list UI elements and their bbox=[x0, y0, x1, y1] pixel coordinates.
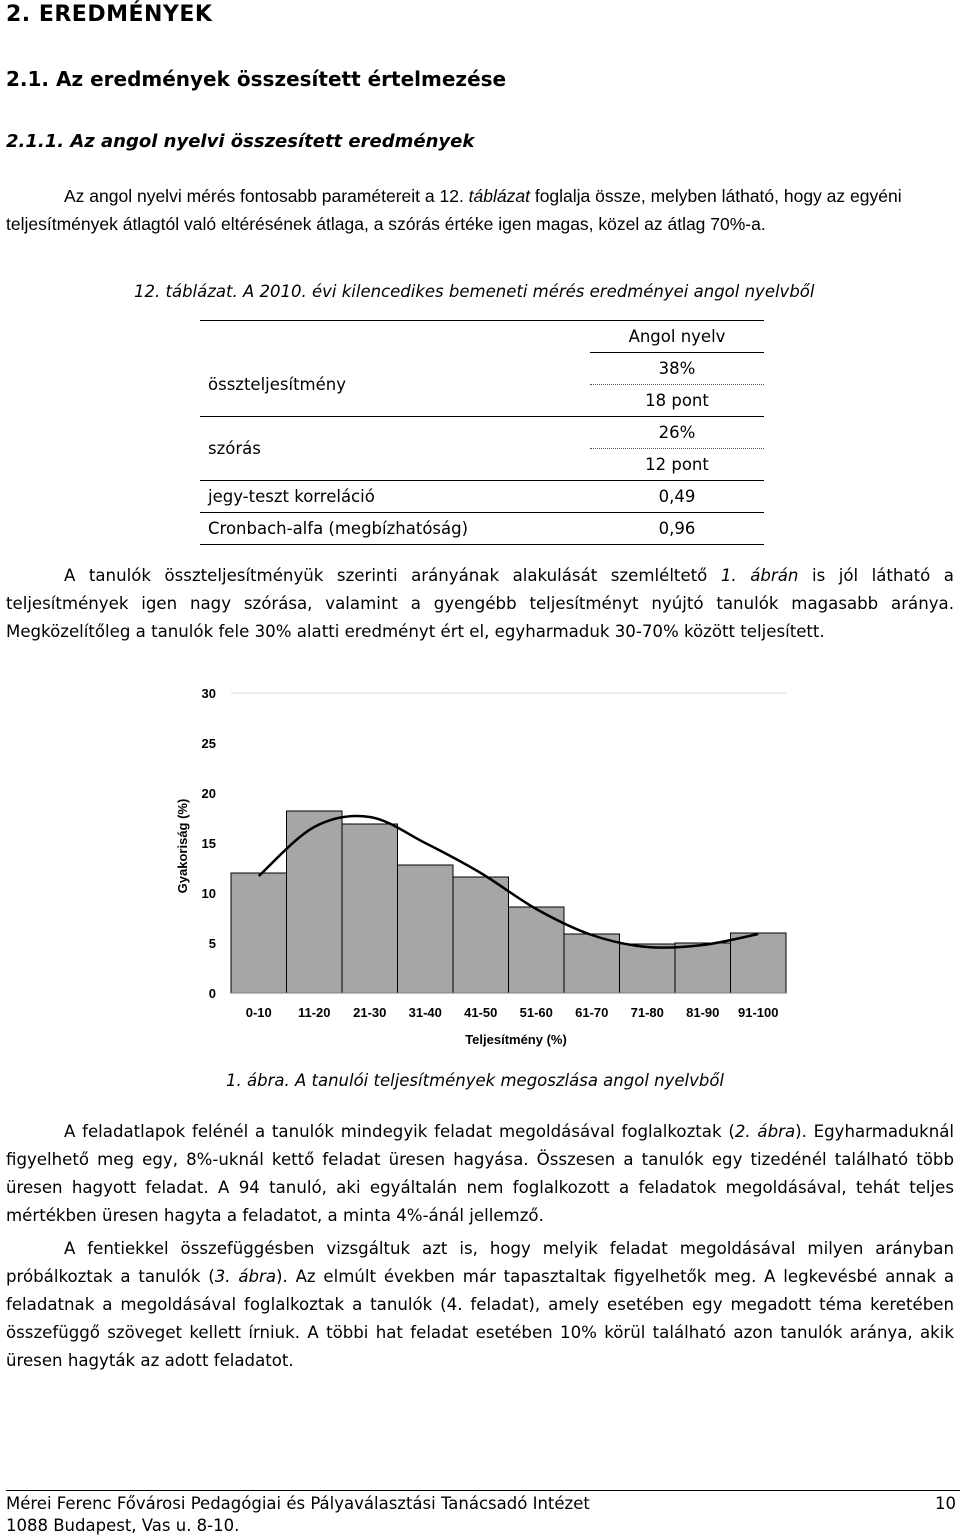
value-ossztelj-pct: 38% bbox=[590, 353, 764, 385]
bar bbox=[620, 944, 676, 993]
x-tick-label: 41-50 bbox=[464, 1005, 498, 1020]
bar bbox=[342, 824, 398, 993]
x-tick-label: 71-80 bbox=[630, 1005, 664, 1020]
x-tick-label: 61-70 bbox=[575, 1005, 609, 1020]
x-tick-label: 21-30 bbox=[353, 1005, 387, 1020]
bar bbox=[287, 811, 343, 993]
bar bbox=[398, 865, 454, 993]
table-caption: 12. táblázat. A 2010. évi kilencedikes bemeneti mérés eredményei angol nyelvből bbox=[134, 282, 815, 301]
x-tick-label: 11-20 bbox=[297, 1005, 331, 1020]
footer-address: 1088 Budapest, Vas u. 8-10. bbox=[6, 1516, 240, 1535]
value-szoras-pont: 12 pont bbox=[590, 449, 764, 481]
distribution-paragraph: A tanulók összteljesítményük szerinti arányának alakulását szemléltető 1. ábrán is jól látható a teljesítmények igen nagy szórása, valamint a gyengébb teljesítményt nyújtó tanulók magasabb aránya. Megközelítőleg a tanulók fele 30% alatti eredményt ért el, egyharmaduk 30-70% között teljesített. bbox=[6, 566, 954, 641]
value-ossztelj-pont: 18 pont bbox=[590, 385, 764, 417]
row-label-szoras: szórás bbox=[200, 417, 590, 481]
chapter-heading: 2. EREDMÉNYEK bbox=[6, 2, 213, 27]
y-tick-label: 15 bbox=[201, 836, 216, 851]
intro-paragraph: Az angol nyelvi mérés fontosabb paramétereit a 12. táblázat foglalja össze, melyben látható, hogy az egyéni teljesítmények átlagtól való eltérésének átlaga, a szórás értéke igen magas, közel az átlag 70%-a. bbox=[6, 186, 902, 234]
table-header-angol: Angol nyelv bbox=[590, 321, 764, 353]
task-attempt-paragraph: A fentiekkel összefüggésben vizsgáltuk azt is, hogy melyik feladat megoldásával milyen arányban próbálkoztak a tanulók (3. ábra). Az elmúlt években már tapasztaltak figyelhetők meg. A legkevésbé annak a feladatnak a megoldásával foglalkoztak a tanulók (4. feladat), amely esetében egy megadott téma keretében összefüggő szöveget kellett írniuk. A többi hat feladat esetében 10% körül található azon tanulók aránya, akik üresen hagyták az adott feladatot. bbox=[6, 1239, 955, 1370]
x-tick-label: 91-100 bbox=[738, 1005, 779, 1020]
x-tick-label: 31-40 bbox=[408, 1005, 442, 1020]
x-tick-label: 0-10 bbox=[245, 1005, 272, 1020]
y-axis-label: Gyakoriság (%) bbox=[175, 798, 190, 894]
row-label-ossztelj: összteljesítmény bbox=[200, 353, 590, 417]
section-heading: 2.1. Az eredmények összesített értelmezése bbox=[6, 67, 507, 91]
y-tick-label: 30 bbox=[201, 686, 216, 701]
figure-caption: 1. ábra. A tanulói teljesítmények megoszlása angol nyelvből bbox=[226, 1071, 725, 1090]
y-tick-label: 10 bbox=[201, 886, 216, 901]
value-szoras-pct: 26% bbox=[590, 417, 764, 449]
bar bbox=[675, 943, 731, 993]
y-tick-label: 25 bbox=[201, 736, 216, 751]
x-tick-label: 51-60 bbox=[519, 1005, 553, 1020]
bar bbox=[731, 933, 787, 993]
page-number: 10 bbox=[935, 1494, 956, 1513]
y-tick-label: 0 bbox=[208, 986, 216, 1001]
x-axis-label: Teljesítmény (%) bbox=[465, 1032, 567, 1047]
bar bbox=[231, 873, 287, 993]
footer-institute: Mérei Ferenc Fővárosi Pedagógiai és Pályaválasztási Tanácsadó Intézet bbox=[6, 1494, 590, 1513]
results-table bbox=[200, 320, 764, 545]
y-tick-label: 5 bbox=[208, 936, 216, 951]
subsection-heading: 2.1.1. Az angol nyelvi összesített eredmények bbox=[6, 131, 475, 152]
histogram-chart bbox=[0, 676, 960, 1056]
value-korrelacio: 0,49 bbox=[590, 481, 764, 513]
empty-tasks-paragraph: A feladatlapok felénél a tanulók mindegyik feladat megoldásával foglalkoztak (2. ábra). Egyharmaduknál figyelhető meg egy, 8%-uknál kettő feladat üresen hagyása. Összesen a tanulók egy tizedénél található több üresen hagyott feladat. A 94 tanuló, aki egyáltalán nem foglalkozott a feladatok megoldásával, tehát teljes mértékben üresen hagyta a feladatot, a minta 4%-ánál jellemző. bbox=[6, 1122, 954, 1225]
footer-divider bbox=[6, 1490, 960, 1491]
value-cronbach: 0,96 bbox=[590, 513, 764, 545]
bar bbox=[564, 934, 620, 993]
y-tick-label: 20 bbox=[201, 786, 216, 801]
bar bbox=[453, 877, 509, 993]
x-tick-label: 81-90 bbox=[686, 1005, 720, 1020]
row-label-cronbach: Cronbach-alfa (megbízhatóság) bbox=[200, 513, 590, 545]
row-label-korrelacio: jegy-teszt korreláció bbox=[200, 481, 590, 513]
